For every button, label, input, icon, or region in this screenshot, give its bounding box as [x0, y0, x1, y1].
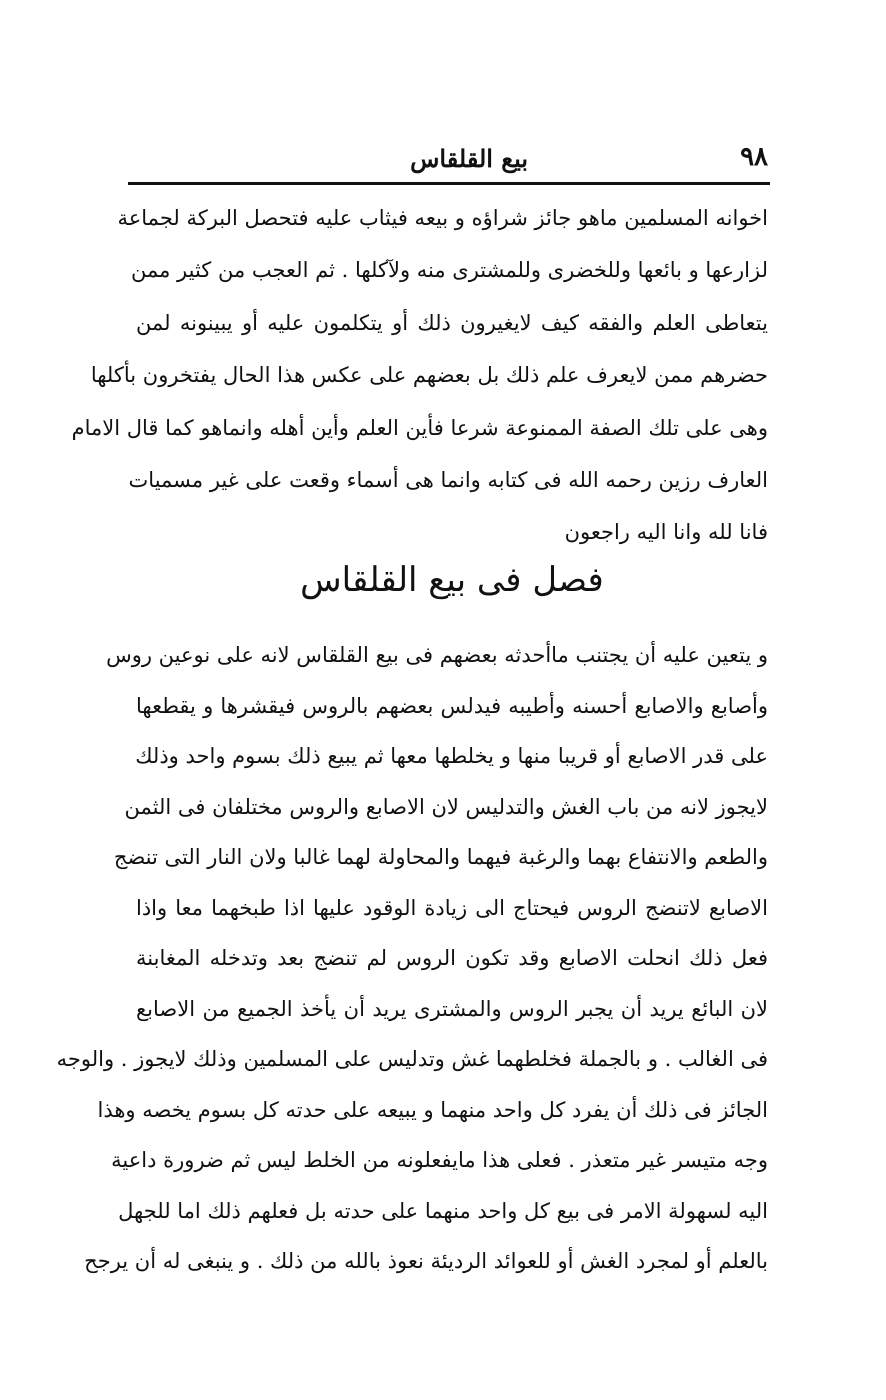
page-number: ٩٨ [740, 142, 768, 172]
paragraph-2 [56, 630, 768, 1287]
text-line: فعل ذلك انحلت الاصابع وقد تكون الروس لم تنضج بعد وتدخله المغابنة [136, 946, 768, 970]
text-line: حضرهم ممن لايعرف علم ذلك بل بعضهم على عكس هذا الحال يفتخرون بأكلها [90, 363, 768, 388]
paragraph-1 [71, 192, 768, 559]
text-line: يتعاطى العلم والفقه كيف لايغيرون ذلك أو يتكلمون عليه أو يبينونه لمن [136, 310, 768, 335]
text-line: لان البائع يريد أن يجبر الروس والمشترى يريد أن يأخذ الجميع من الاصابع [136, 996, 768, 1021]
header-rule [128, 182, 770, 185]
section-heading: فصل فى بيع القلقاس [300, 560, 604, 600]
text-line: لايجوز لانه من باب الغش والتدليس لان الاصابع والروس مختلفان فى الثمن [124, 794, 768, 819]
text-line: فانا لله وانا اليه راجعون [564, 520, 768, 545]
text-line: والطعم والانتفاع بهما والرغبة فيهما والمحاولة لهما غالبا ولان النار التى تنضج [113, 845, 768, 869]
text-line: اليه لسهولة الامر فى بيع كل واحد منهما على حدته بل فعلهم ذلك اما للجهل [118, 1198, 768, 1223]
page-header [130, 140, 768, 182]
text-line: وأصابع والاصابع أحسنه وأطيبه فيدلس بعضهم بالروس فيقشرها و يقطعها [136, 693, 768, 718]
text-line: وهى على تلك الصفة الممنوعة شرعا فأين العلم وأين أهله وانماهو كما قال الامام [71, 415, 768, 440]
text-line: على قدر الاصابع أو قريبا منها و يخلطها معها ثم يبيع ذلك بسوم واحد وذلك [135, 744, 768, 768]
text-line: لزارعها و بائعها وللخضرى وللمشترى منه ولآكلها . ثم العجب من كثير ممن [130, 258, 768, 283]
text-line: اخوانه المسلمين ماهو جائز شراؤه و بيعه فيثاب عليه فتحصل البركة لجماعة [117, 206, 768, 230]
text-line: الاصابع لاتنضج الروس فيحتاج الى زيادة الوقود عليها اذا طبخهما معا واذا [136, 895, 768, 920]
text-line: العارف رزين رحمه الله فى كتابه وانما هى أسماء وقعت على غير مسميات [128, 467, 768, 492]
text-line: وجه متيسر غير متعذر . فعلى هذا مايفعلونه من الخلط ليس ثم ضرورة داعية [111, 1148, 768, 1172]
text-line: الجائز فى ذلك أن يفرد كل واحد منهما و يبيعه على حدته كل بسوم يخصه وهذا [97, 1097, 768, 1122]
running-title: بيع القلقاس [410, 144, 528, 173]
text-line: فى الغالب . و بالجملة فخلطهما غش وتدليس على المسلمين وذلك لايجوز . والوجه [56, 1047, 768, 1071]
text-line: و يتعين عليه أن يجتنب ماأحدثه بعضهم فى بيع القلقاس لانه على نوعين روس [106, 643, 768, 667]
text-line: بالعلم أو لمجرد الغش أو للعوائد الرديئة نعوذ بالله من ذلك . و ينبغى له أن يرجح [84, 1249, 768, 1273]
